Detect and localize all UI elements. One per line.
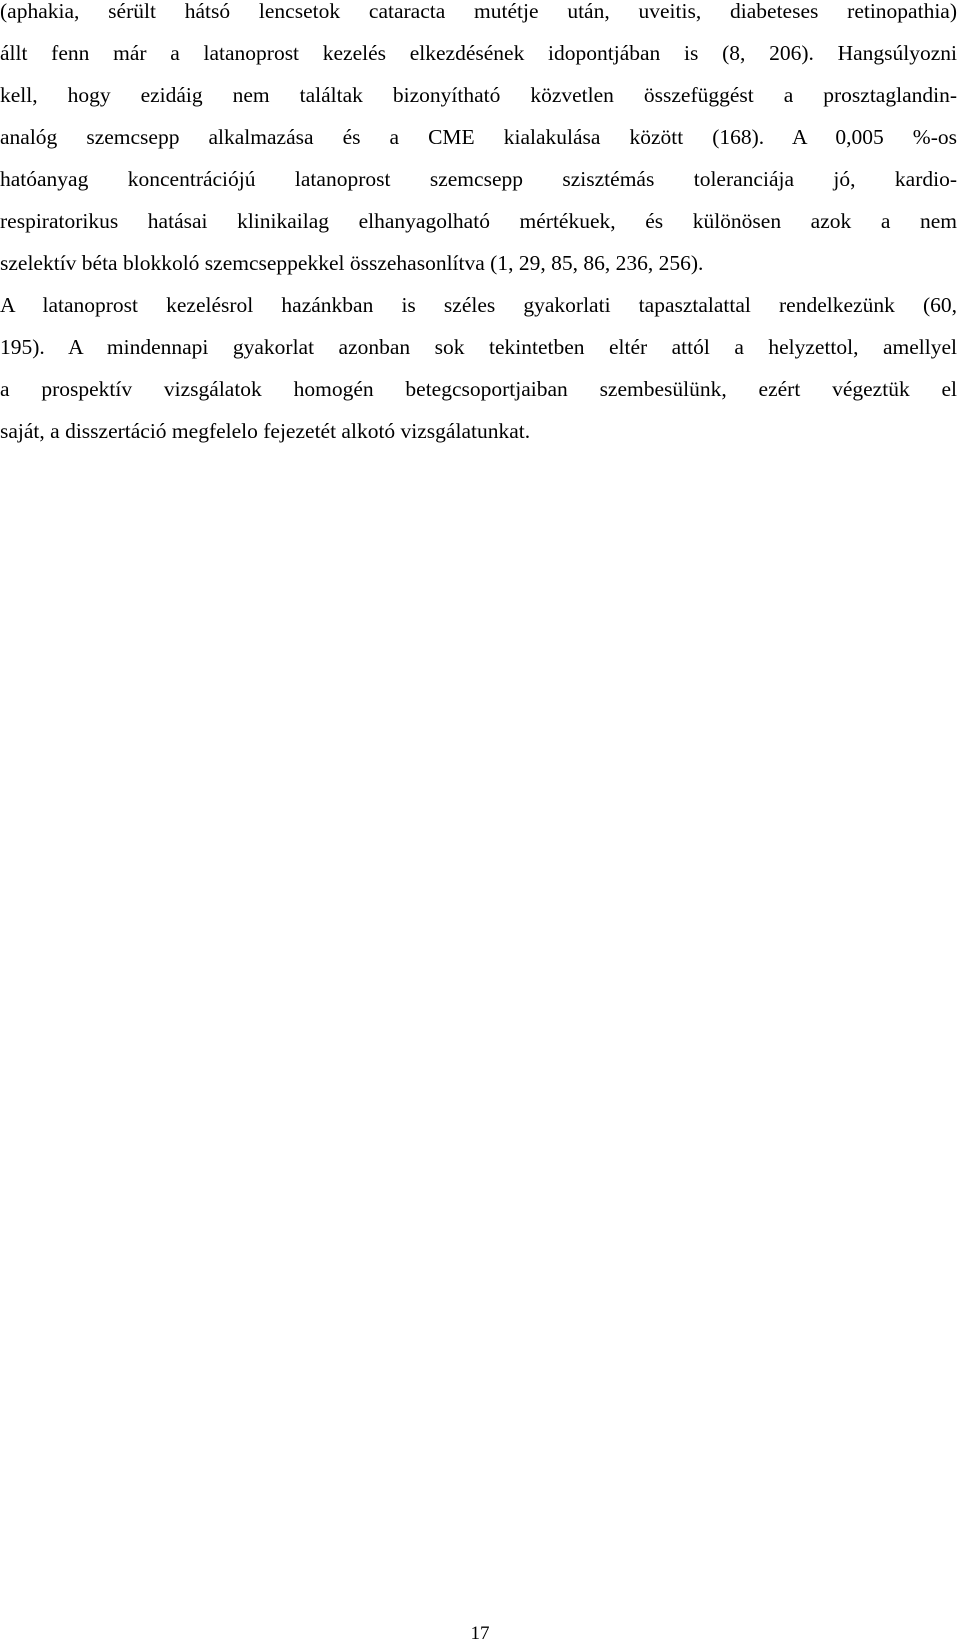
text-line: állt fenn már a latanoprost kezelés elkezdésének idopontjában is (8, 206). Hangsúlyozni (0, 41, 957, 65)
text-line: respiratorikus hatásai klinikailag elhanyagolható mértékuek, és különösen azok a nem (0, 209, 957, 233)
page-number: 17 (470, 1623, 490, 1644)
text-line: a prospektív vizsgálatok homogén betegcsoportjaiban szembesülünk, ezért végeztük el (0, 377, 957, 401)
text-line: analóg szemcsepp alkalmazása és a CME kialakulása között (168). A 0,005 %-os (0, 125, 957, 149)
text-line: kell, hogy ezidáig nem találtak bizonyítható közvetlen összefüggést a prosztaglandin- (0, 83, 957, 107)
text-line: (aphakia, sérült hátsó lencsetok cataracta mutétje után, uveitis, diabeteses retinopathia) (0, 0, 957, 23)
text-line: saját, a disszertáció megfelelo fejezetét alkotó vizsgálatunkat. (0, 419, 531, 443)
text-line: A latanoprost kezelésrol hazánkban is széles gyakorlati tapasztalattal rendelkezünk (60, (0, 293, 957, 317)
text-line: szelektív béta blokkoló szemcseppekkel összehasonlítva (1, 29, 85, 86, 236, 256). (0, 251, 704, 275)
text-line: 195). A mindennapi gyakorlat azonban sok tekintetben eltér attól a helyzettol, amellyel (0, 335, 957, 359)
text-line: hatóanyag koncentrációjú latanoprost szemcsepp szisztémás toleranciája jó, kardio- (0, 167, 957, 191)
